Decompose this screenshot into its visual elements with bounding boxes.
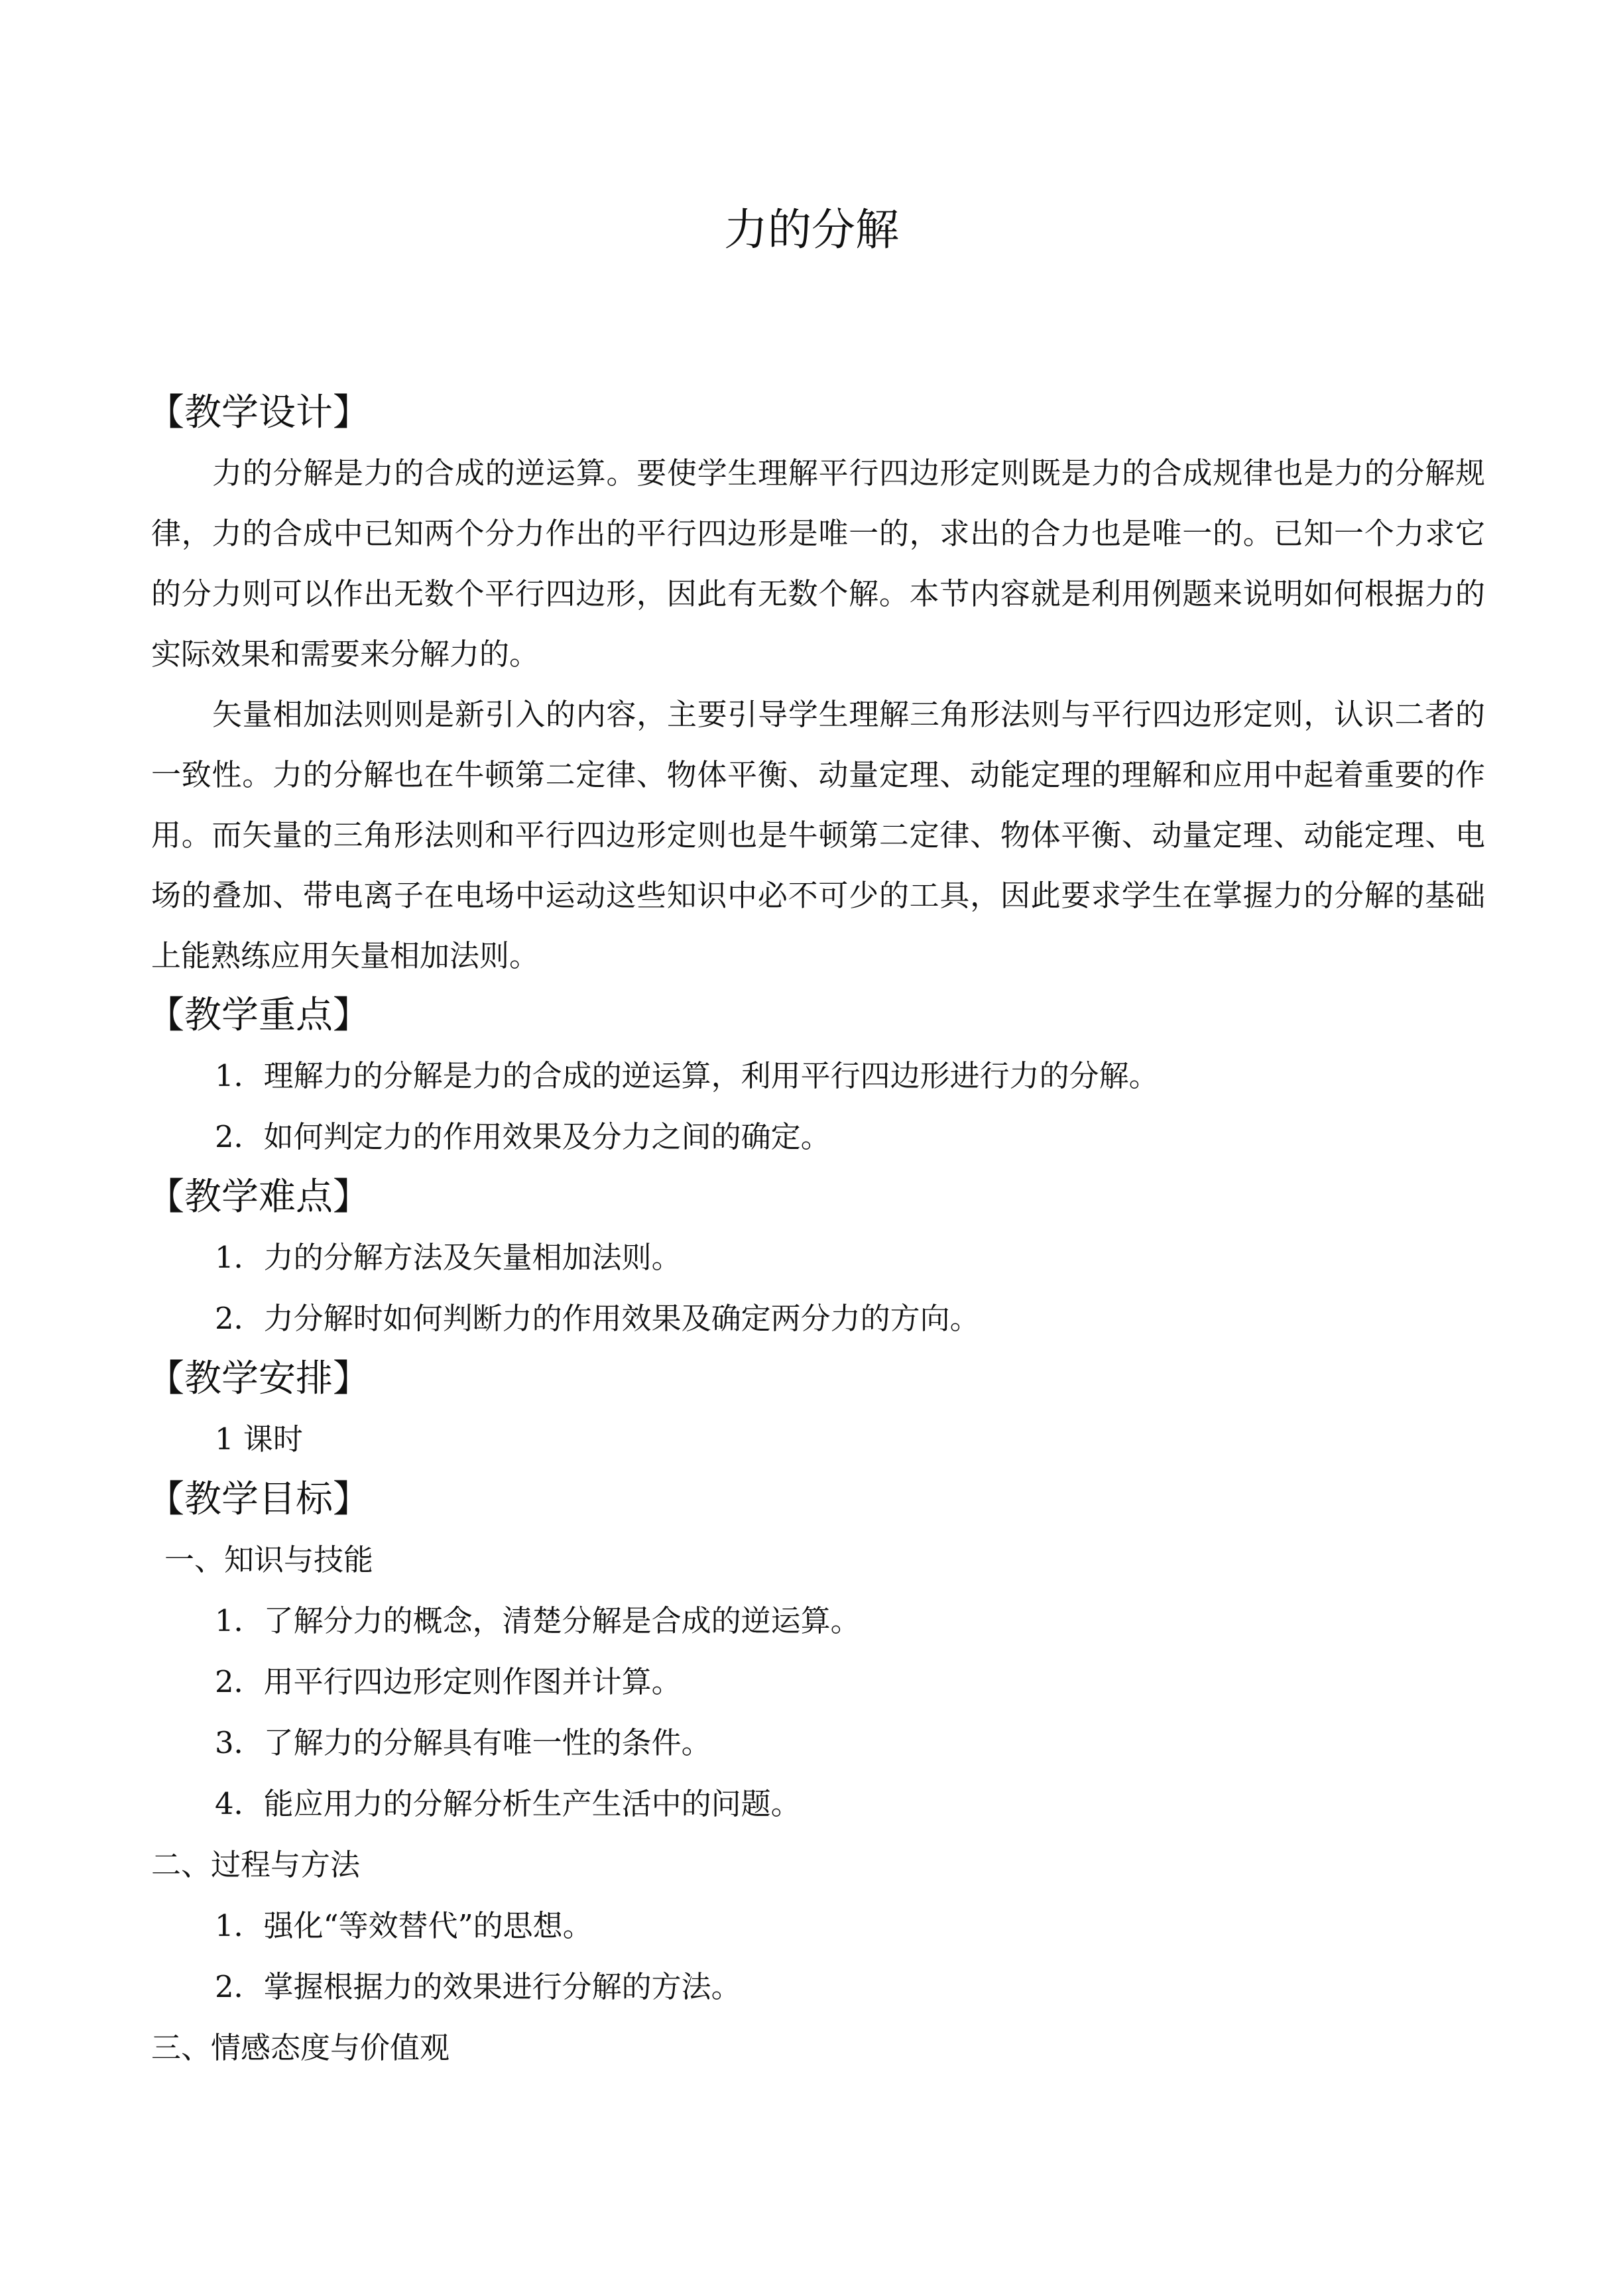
list-item: 1．力的分解方法及矢量相加法则。 [215, 1240, 682, 1275]
list-item: 2．用平行四边形定则作图并计算。 [215, 1664, 682, 1699]
page-title: 力的分解 [724, 204, 899, 255]
paragraph: 矢量相加法则则是新引入的内容，主要引导学生理解三角形法则与平行四边形定则，认识二者的一致性。力的分解也在牛顿第二定律、物体平衡、动量定理、动能定理的理解和应用中起着重要的作用。而矢量的三角形法则和平行四边形定则也是牛顿第二定律、物体平衡、动量定理、动能定理、电场的叠加、带电离子在电场中运动这些知识中必不可少的工具，因此要求学生在掌握力的分解的基础上能熟练应用矢量相加法则。 [151, 697, 1485, 973]
list-item: 1．了解分力的概念，清楚分解是合成的逆运算。 [215, 1603, 861, 1638]
list-item: 2．力分解时如何判断力的作用效果及确定两分力的方向。 [215, 1301, 980, 1336]
subsection-label-knowledge: 一、知识与技能 [164, 1542, 374, 1577]
list-item: 2．如何判定力的作用效果及分力之间的确定。 [215, 1119, 831, 1154]
subsection-label-process: 二、过程与方法 [151, 1847, 361, 1882]
section-heading-key-points: 【教学重点】 [147, 994, 370, 1037]
list-item: 2．掌握根据力的效果进行分解的方法。 [215, 1969, 741, 2004]
section-heading-objectives: 【教学目标】 [147, 1478, 370, 1521]
section-heading-difficulties: 【教学难点】 [147, 1176, 370, 1219]
list-item: 4．能应用力的分解分析生产生活中的问题。 [215, 1786, 801, 1821]
list-item: 1．强化“等效替代”的思想。 [215, 1908, 593, 1943]
list-item: 3．了解力的分解具有唯一性的条件。 [215, 1725, 711, 1760]
section-heading-teaching-design: 【教学设计】 [147, 391, 370, 434]
section-heading-arrangement: 【教学安排】 [147, 1357, 370, 1400]
list-item: 1 课时 [215, 1421, 303, 1457]
document-body [147, 383, 1485, 2079]
list-item: 1．理解力的分解是力的合成的逆运算，利用平行四边形进行力的分解。 [215, 1058, 1159, 1093]
subsection-label-emotion: 三、情感态度与价值观 [151, 2030, 450, 2065]
paragraph: 力的分解是力的合成的逆运算。要使学生理解平行四边形定则既是力的合成规律也是力的分解规律，力的合成中已知两个分力作出的平行四边形是唯一的，求出的合力也是唯一的。已知一个力求它的分力则可以作出无数个平行四边形，因此有无数个解。本节内容就是利用例题来说明如何根据力的实际效果和需要来分解力的。 [151, 455, 1485, 672]
